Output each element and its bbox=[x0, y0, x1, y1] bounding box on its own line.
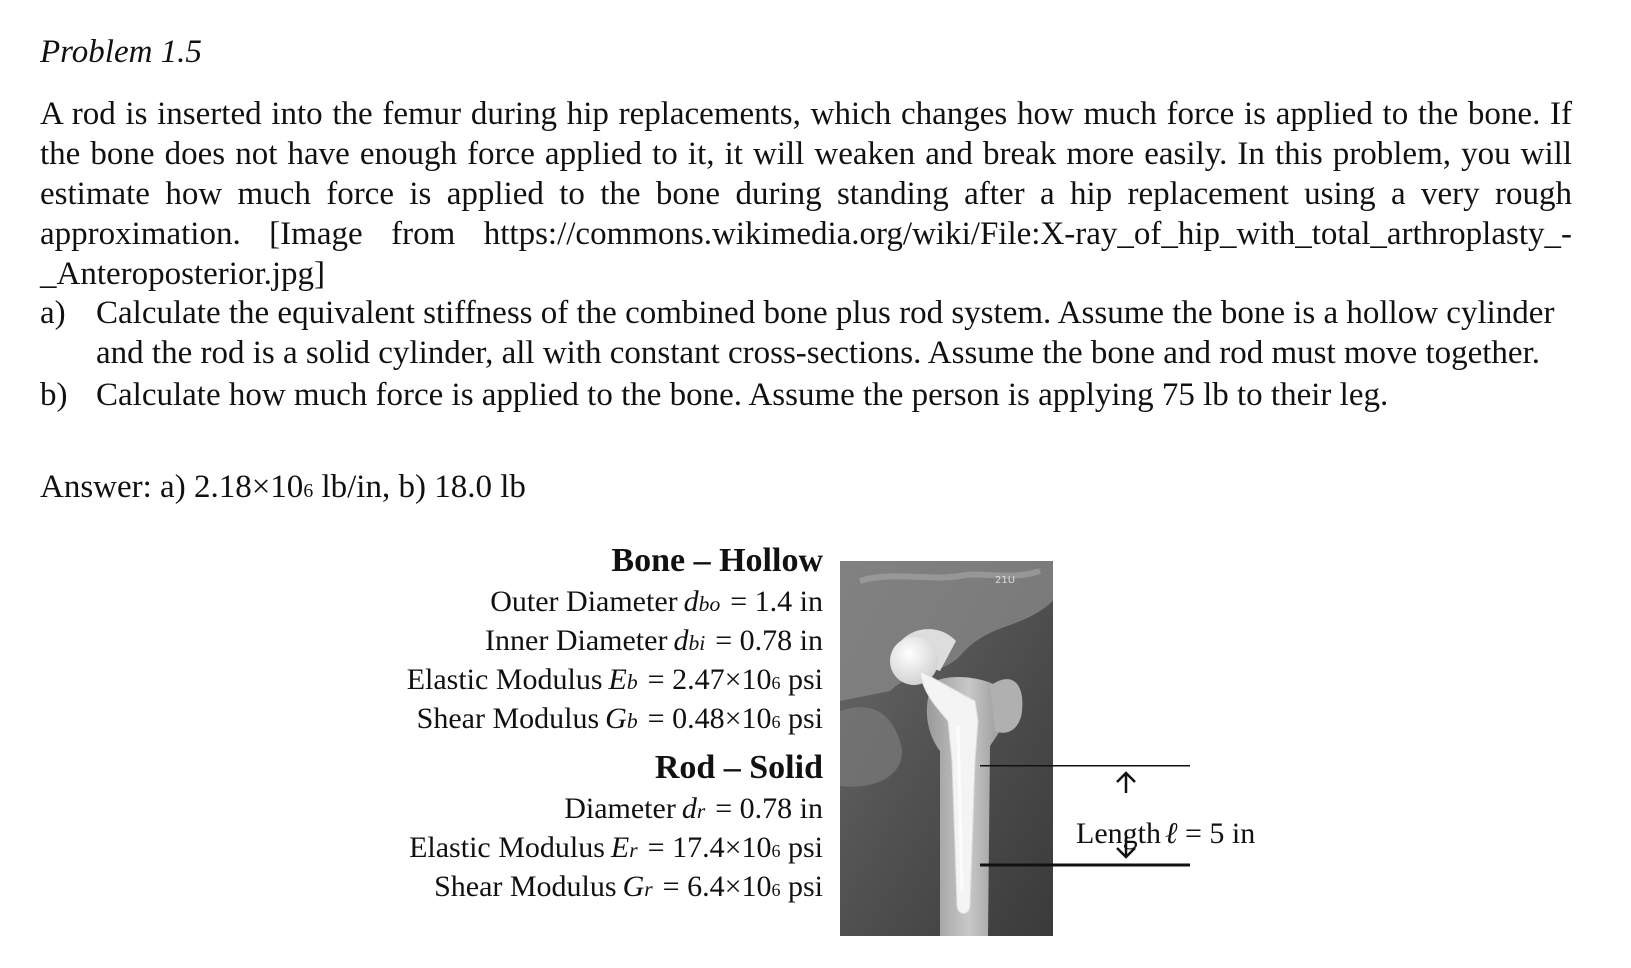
bone-shear-modulus bbox=[303, 699, 823, 738]
length-symbol: ℓ bbox=[1164, 817, 1178, 850]
bone-inner-diameter-value: 0.78 in bbox=[739, 624, 823, 657]
bone-elastic-modulus-exponent: 6 bbox=[771, 673, 781, 693]
rod-shear-modulus bbox=[303, 867, 823, 906]
symbol-subscript: b bbox=[626, 670, 638, 694]
symbol-subscript: bi bbox=[688, 631, 706, 655]
rod-shear-modulus-unit: psi bbox=[787, 870, 823, 903]
bone-elastic-modulus-mantissa: 2.47×10 bbox=[672, 663, 772, 696]
part-b-text: Calculate how much force is applied to the bone. Assume the person is applying 75 lb to their leg. bbox=[96, 377, 1389, 413]
symbol-letter: G bbox=[605, 702, 627, 735]
symbol-subscript: b bbox=[626, 709, 638, 733]
bone-shear-modulus-symbol bbox=[605, 702, 637, 735]
length-value: = 5 in bbox=[1184, 817, 1256, 850]
problem-title: Problem 1.5 bbox=[40, 34, 202, 70]
spacer bbox=[303, 738, 823, 747]
equals-sign: = bbox=[662, 870, 688, 903]
equals-sign: = bbox=[647, 702, 673, 735]
problem-parts-list bbox=[40, 293, 1572, 415]
part-a-text: Calculate the equivalent stiffness of the combined bone plus rod system. Assume the bone is a hollow cylinder and the rod is a solid cylinder, all with constant cross-sections. Assume the bone and rod must move together. bbox=[96, 295, 1555, 371]
symbol-letter: d bbox=[681, 792, 697, 825]
symbol-letter: d bbox=[673, 624, 689, 657]
problem-description: A rod is inserted into the femur during hip replacements, which changes how much force is applied to the bone. If the bone does not have enough force applied to it, it will weaken and break more easily. In this problem, you will estimate how much force is applied to the bone during standing after a hip replacement using a very rough approximation. [Image from https://commons.wikimedia.org/wiki/File:X-ray_of_hip_with_total_arthroplasty_-_Anteroposterior.jpg] bbox=[40, 96, 1572, 292]
rod-diameter bbox=[303, 789, 823, 828]
bone-inner-diameter-label: Inner Diameter bbox=[485, 624, 668, 657]
rod-diameter-label: Diameter bbox=[564, 792, 676, 825]
bone-elastic-modulus-symbol bbox=[609, 663, 638, 696]
equals-sign: = bbox=[715, 624, 740, 657]
symbol-subscript: r bbox=[644, 877, 653, 901]
symbol-letter: E bbox=[610, 831, 630, 864]
answer-prefix: Answer: a) 2.18×10 bbox=[40, 469, 304, 505]
length-label bbox=[1076, 817, 1255, 851]
equals-sign: = bbox=[730, 585, 755, 618]
bone-elastic-modulus-unit: psi bbox=[787, 663, 823, 696]
symbol-subscript: r bbox=[629, 838, 638, 862]
equals-sign: = bbox=[715, 792, 740, 825]
symbol-letter: G bbox=[622, 870, 645, 903]
part-b bbox=[40, 375, 1572, 415]
rod-shear-modulus-symbol bbox=[623, 870, 653, 903]
bone-elastic-modulus bbox=[303, 660, 823, 699]
rod-elastic-modulus-mantissa: 17.4×10 bbox=[672, 831, 772, 864]
xray-marker-text: 21U bbox=[995, 575, 1016, 586]
answer-suffix: lb/in, b) 18.0 lb bbox=[313, 469, 526, 505]
part-b-marker: b) bbox=[40, 377, 68, 413]
bone-elastic-modulus-label: Elastic Modulus bbox=[406, 663, 603, 696]
bone-heading: Bone – Hollow bbox=[611, 542, 823, 579]
equals-sign: = bbox=[647, 831, 673, 864]
length-label-text: Length bbox=[1076, 817, 1161, 850]
bone-outer-diameter-value: 1.4 in bbox=[754, 585, 823, 618]
rod-elastic-modulus-symbol bbox=[611, 831, 638, 864]
bone-shear-modulus-label: Shear Modulus bbox=[416, 702, 600, 735]
material-properties bbox=[303, 540, 823, 906]
symbol-subscript: bo bbox=[698, 592, 721, 616]
bone-outer-diameter bbox=[303, 582, 823, 621]
part-a-marker: a) bbox=[40, 295, 66, 331]
answer-line bbox=[40, 469, 526, 506]
bone-inner-diameter-symbol bbox=[673, 624, 705, 657]
bone-inner-diameter bbox=[303, 621, 823, 660]
rod-shear-modulus-mantissa: 6.4×10 bbox=[687, 870, 772, 903]
bone-outer-diameter-symbol bbox=[684, 585, 721, 618]
rod-elastic-modulus-unit: psi bbox=[787, 831, 823, 864]
equals-sign: = bbox=[647, 663, 673, 696]
answer-exponent: 6 bbox=[303, 480, 314, 502]
bone-outer-diameter-label: Outer Diameter bbox=[490, 585, 678, 618]
rod-shear-modulus-exponent: 6 bbox=[771, 880, 781, 900]
part-a bbox=[40, 293, 1572, 373]
symbol-letter: E bbox=[608, 663, 627, 696]
bone-shear-modulus-exponent: 6 bbox=[771, 712, 781, 732]
rod-elastic-modulus-exponent: 6 bbox=[771, 841, 781, 861]
symbol-subscript: r bbox=[696, 799, 706, 823]
rod-heading: Rod – Solid bbox=[654, 749, 823, 786]
symbol-letter: d bbox=[683, 585, 699, 618]
bone-shear-modulus-unit: psi bbox=[787, 702, 823, 735]
bone-shear-modulus-mantissa: 0.48×10 bbox=[672, 702, 772, 735]
rod-diameter-symbol bbox=[682, 792, 705, 825]
rod-elastic-modulus bbox=[303, 828, 823, 867]
rod-shear-modulus-label: Shear Modulus bbox=[434, 870, 617, 903]
rod-diameter-value: 0.78 in bbox=[739, 792, 823, 825]
rod-elastic-modulus-label: Elastic Modulus bbox=[409, 831, 605, 864]
